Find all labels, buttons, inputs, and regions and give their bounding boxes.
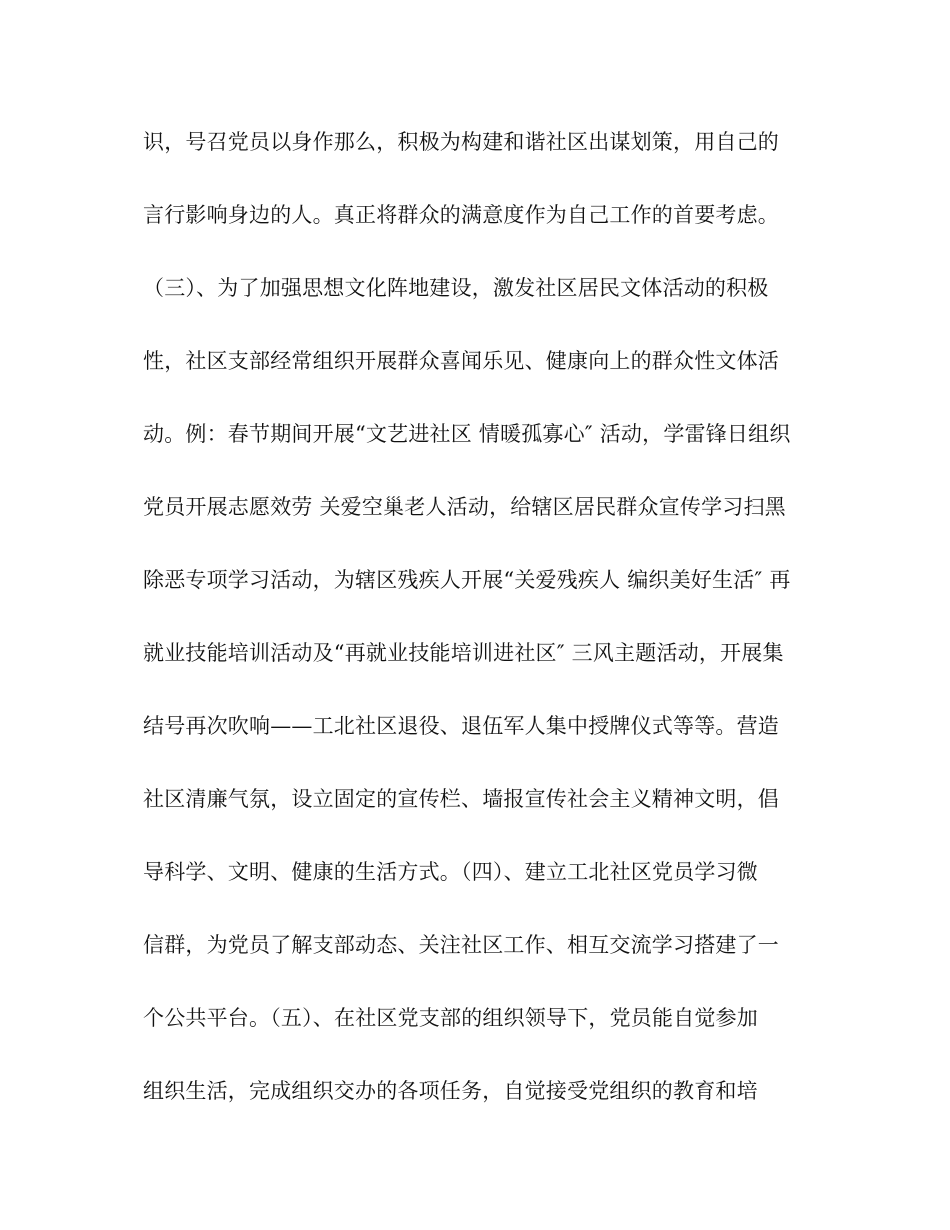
- text-line: 组织生活，完成组织交办的各项任务，自觉接受党组织的教育和培: [143, 1079, 758, 1103]
- text-line: 党员开展志愿效劳 关爱空巢老人活动，给辖区居民群众宣传学习扫黑: [143, 495, 786, 519]
- text-line: 信群，为党员了解支部动态、关注社区工作、相互交流学习搭建了一: [143, 933, 779, 957]
- text-line: 动。例：春节期间开展“文艺进社区 情暖孤寡心″ 活动，学雷锋日组织: [143, 422, 791, 446]
- text-line: 言行影响身边的人。真正将群众的满意度作为自己工作的首要考虑。: [143, 203, 779, 227]
- body-text: [143, 120, 823, 1142]
- text-line: 除恶专项学习活动，为辖区残疾人开展“关爱残疾人 编织美好生活″ 再: [143, 568, 791, 592]
- text-line: 社区清廉气氛，设立固定的宣传栏、墙报宣传社会主义精神文明，倡: [143, 787, 779, 811]
- text-line: 结号再次吹响——工北社区退役、退伍军人集中授牌仪式等等。营造: [143, 714, 779, 738]
- text-line: 识，号召党员以身作那么，积极为构建和谐社区出谋划策，用自己的: [143, 130, 779, 154]
- text-line: 导科学、文明、健康的生活方式。（四）、建立工北社区党员学习微: [143, 860, 758, 884]
- text-line: （三）、为了加强思想文化阵地建设，激发社区居民文体活动的积极: [143, 276, 769, 300]
- text-line: 个公共平台。（五）、在社区党支部的组织领导下，党员能自觉参加: [143, 1006, 758, 1030]
- text-line: 就业技能培训活动及“再就业技能培训进社区″ 三风主题活动，开展集: [143, 641, 784, 665]
- text-line: 性，社区支部经常组织开展群众喜闻乐见、健康向上的群众性文体活: [143, 349, 779, 373]
